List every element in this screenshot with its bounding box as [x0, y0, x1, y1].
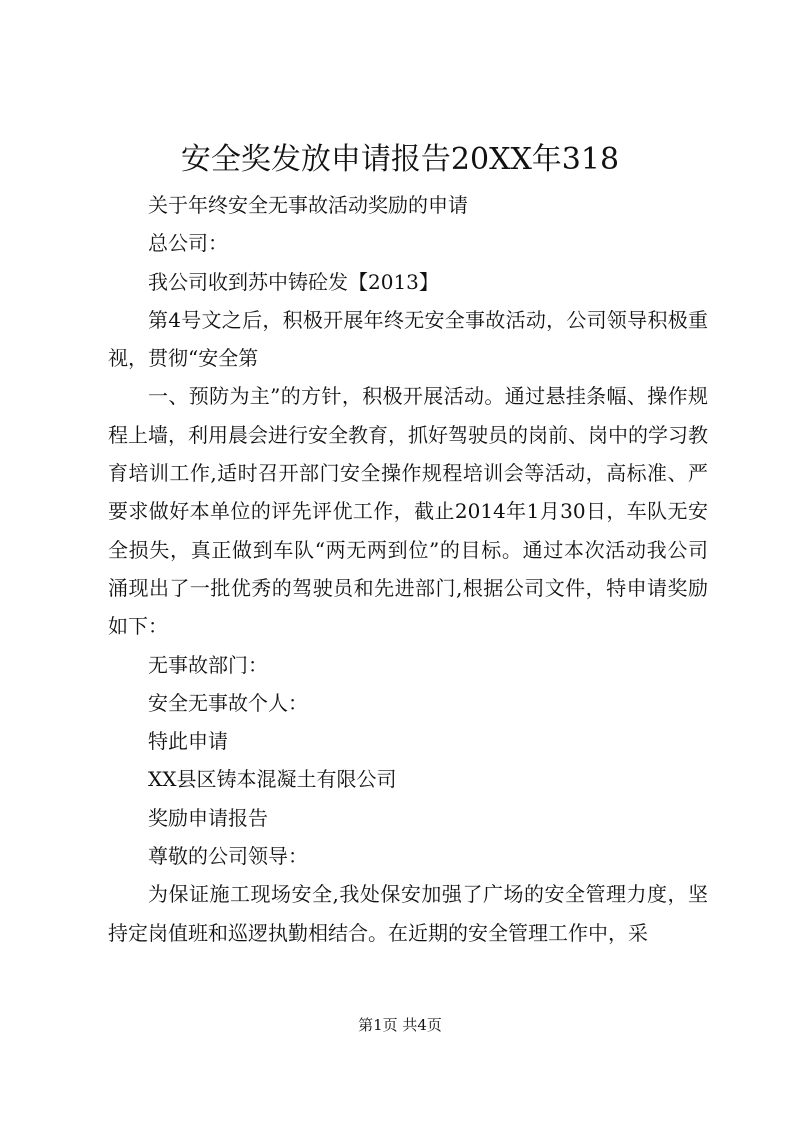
paragraph-salutation: 总公司： — [148, 231, 228, 256]
paragraph-activity: 第4号文之后，积极开展年终无安全事故活动，公司领导积极重视，贯彻“安全第 — [108, 307, 708, 371]
paragraph-company: XX县区铸本混凝土有限公司 — [148, 767, 397, 792]
paragraph-security: 为保证施工现场安全,我处保安加强了广场的安全管理力度，坚持定岗值班和巡逻执勤相结合。在近期的安全管理工作中，采 — [108, 882, 708, 945]
paragraph-greeting: 尊敬的公司领导： — [148, 844, 308, 869]
paragraph-department: 无事故部门： — [148, 652, 268, 677]
paragraph-report-title: 奖励申请报告 — [148, 805, 268, 830]
page-number-footer: 第1页 共4页 — [358, 1016, 442, 1034]
paragraph-individual: 安全无事故个人： — [148, 690, 308, 715]
document-title: 安全奖发放申请报告20XX年318 — [180, 142, 620, 177]
paragraph-subject: 关于年终安全无事故活动奖励的申请 — [148, 193, 468, 217]
paragraph-closing: 特此申请 — [148, 729, 228, 754]
paragraph-details: 一、预防为主”的方针，积极开展活动。通过悬挂条幅、操作规程上墙，利用晨会进行安全教育，抓好驾驶员的岗前、岗中的学习教育培训工作,适时召开部门安全操作规程培训会等活动，高标准、严要求做好本单位的评先评优工作，截止2014年1月30日，车队无安全损失，真正做到车队“两无两到位”的目标。通过本次活动我公司涌现出了一批优秀的驾驶员和先进部门,根据公司文件，特申请奖励如下： — [108, 384, 708, 639]
document-body — [108, 186, 708, 952]
paragraph-received: 我公司收到苏中铸砼发【2013】 — [148, 269, 439, 294]
